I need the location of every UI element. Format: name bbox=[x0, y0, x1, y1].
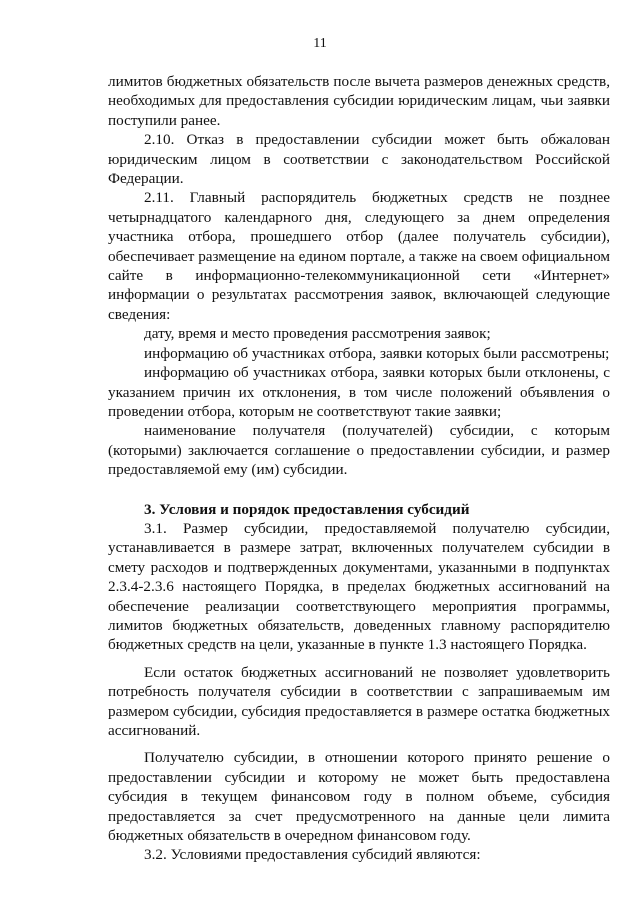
paragraph-2-11: 2.11. Главный распорядитель бюджетных средств не позднее четырнадцатого календарного дня, следующего за днем определения участника отбора, прошедшего отбор (далее получатель субсидии), обеспечивает размещение на едином портале, а также на своем официальном сайте в информационно-телекоммуникационной сети «Интернет» информации о результатах рассмотрения заявок, включающей следующие сведения: bbox=[108, 189, 610, 323]
paragraph-3-2: 3.2. Условиями предоставления субсидий являются: bbox=[144, 846, 481, 864]
list-item-date-time-place: дату, время и место проведения рассмотрения заявок; bbox=[144, 325, 491, 343]
list-item-reviewed-applications: информацию об участниках отбора, заявки которых были рассмотрены; bbox=[144, 344, 610, 362]
document-body bbox=[108, 72, 610, 865]
section-3-heading: 3. Условия и порядок предоставления субсидий bbox=[144, 500, 470, 518]
paragraph-3-1: 3.1. Размер субсидии, предоставляемой получателю субсидии, устанавливается в размере затрат, включенных получателем субсидии в смету расходов и подтвержденных документами, указанными в подпунктах 2.3.4-2.3.6 настоящего Порядка, в пределах бюджетных ассигнований на обеспечение реализации соответствующего мероприятия программы, лимитов бюджетных обязательств, доведенных главному распорядителю бюджетных средств на цели, указанные в пункте 1.3 настоящего Порядка. bbox=[108, 519, 610, 654]
paragraph-2-10: 2.10. Отказ в предоставлении субсидии может быть обжалован юридическим лицом в соответствии с законодательством Российской Федерации. bbox=[108, 131, 610, 188]
list-item-rejected-applications: информацию об участниках отбора, заявки которых были отклонены, с указанием причин их отклонения, в том числе положений объявления о проведении отбора, которым не соответствуют такие заявки; bbox=[108, 364, 610, 420]
page-number: 11 bbox=[313, 36, 327, 51]
paragraph-continuation: лимитов бюджетных обязательств после вычета размеров денежных средств, необходимых для предоставления субсидии юридическим лицам, чьи заявки поступили ранее. bbox=[108, 73, 610, 129]
paragraph-remainder: Если остаток бюджетных ассигнований не позволяет удовлетворить потребность получателя субсидии в соответствии с запрашиваемым им размером субсидии, субсидия предоставляется в размере остатка бюджетных ассигнований. bbox=[108, 663, 610, 739]
paragraph-recipient: Получателю субсидии, в отношении которого принято решение о предоставлении субсидии и которому не может быть предоставлена субсидия в текущем финансовом году в полном объеме, субсидия предоставляется за счет предусмотренного на данные цели лимита бюджетных обязательств в очередном финансовом году. bbox=[108, 749, 610, 845]
list-item-recipient-name: наименование получателя (получателей) субсидии, с которым (которыми) заключается соглашение о предоставлении субсидии, и размер предоставляемой ему (им) субсидии. bbox=[108, 422, 610, 479]
